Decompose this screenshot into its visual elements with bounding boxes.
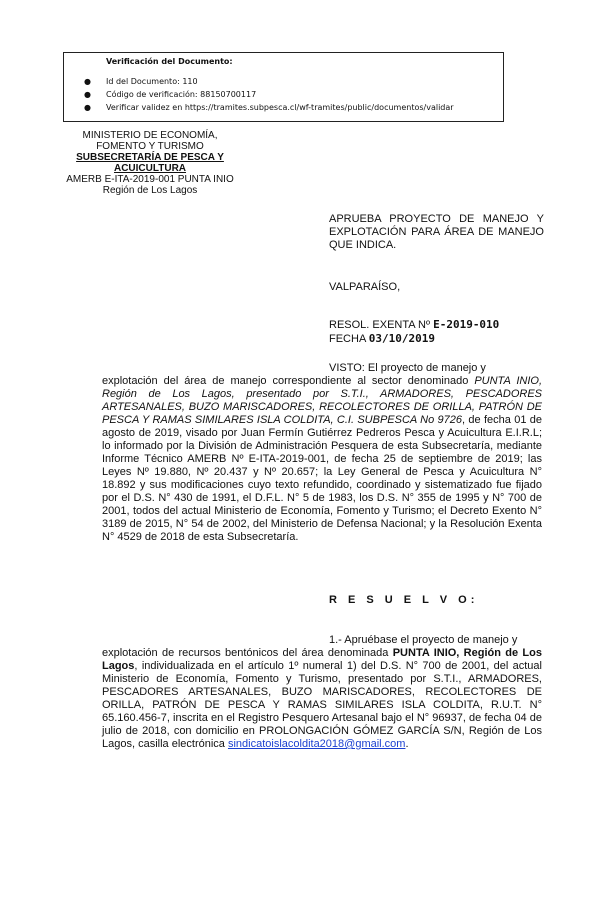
article-1-paragraph: 1.- Apruébase el proyecto de manejo y explotación de recursos bentónicos del área denominada PUNTA INIO, Región de Los Lagos, individualizada en el artículo 1º numeral 1) del D.S. N° 700 de 2001, del actual Ministerio de Economía, Fomento y Turismo, presentado por S.T.I., ARMADORES, PESCADORES ARTESANALES, BUZO MARISCADORES, RECOLECTORES DE ORILLA, PATRÓN DE PESCA Y RAMAS SIMILARES ISLA COLDITA, R.U.T. N° 65.160.456-7, inscrita en el Registro Pesquero Artesanal bajo el N° 96937, de fecha 04 de julio de 2018, con domicilio en PROLONGACIÓN GÓMEZ GARCÍA S/N, Región de Los Lagos, casilla electrónica sindicatoislacoldita2018@gmail.com. xyxy=(102,634,542,750)
visto-paragraph: VISTO: El proyecto de manejo y explotación del área de manejo correspondiente al sector denominado PUNTA INIO, Región de Los Lagos, presentado por S.T.I., ARMADORES, PESCADORES ARTESANALES, BUZO MARISCADORES, RECOLECTORES DE ORILLA, PATRÓN DE PESCA Y RAMAS SIMILARES ISLA COLDITA, C.I. SUBPESCA No 9726, de fecha 01 de agosto de 2019, visado por Juan Fermín Gutiérrez Pedreros Pesca y Acuicultura E.I.R.L; lo informado por la División de Administración Pesquera de esta Subsecretaría, mediante Informe Técnico AMERB Nº E-ITA-2019-001, de fecha 25 de septiembre de 2019; las Leyes Nº 19.880, Nº 20.437 y Nº 20.657; la Ley General de Pesca y Acuicultura N° 18.892 y sus modificaciones cuyo texto refundido, coordinado y sistematizado fue fijado por el D.S. N° 430 de 1991, el D.F.L. N° 5 de 1983, los D.S. N° 355 de 1995 y N° 700 de 2001, todos del actual Ministerio de Economía, Fomento y Turismo; el Decreto Exento N° 3189 de 2015, N° 54 de 2002, del Ministerio de Defensa Nacional; y la Resolución Exenta N° 4529 de 2018 de esta Subsecretaría. xyxy=(102,362,543,543)
city-label: VALPARAÍSO, xyxy=(329,281,401,293)
resolution-date: 03/10/2019 xyxy=(368,332,435,345)
list-item[interactable]: ● Verificar validez en https://tramites.subpesca.cl/wf-tramites/public/documentos/validar xyxy=(84,103,454,112)
article-lead: 1.- Apruébase el proyecto de manejo y xyxy=(329,634,518,646)
subsecretaria-line: ACUICULTURA xyxy=(113,163,187,174)
resolution-label: RESOL. EXENTA Nº xyxy=(329,319,431,331)
verification-box xyxy=(63,52,504,122)
bullet-icon: ● xyxy=(84,103,91,112)
visto-lead: VISTO: El proyecto de manejo y xyxy=(329,362,486,374)
area-name: PUNTA INIO, Región de Los Lagos xyxy=(102,647,542,672)
verification-list xyxy=(82,75,454,114)
email-link[interactable]: sindicatoislacoldita2018@gmail.com xyxy=(227,738,406,750)
verification-title: Verificación del Documento: xyxy=(106,57,233,66)
resolution-subject: APRUEBA PROYECTO DE MANEJO Y EXPLOTACIÓN PARA ÁREA DE MANEJO QUE INDICA. xyxy=(329,213,544,251)
bullet-icon: ● xyxy=(84,90,91,99)
applicant-name: PUNTA INIO, Región de Los Lagos, presentado por S.T.I., ARMADORES, PESCADORES ARTESANALES, BUZO MARISCADORES, RECOLECTORES DE ORILLA, PATRÓN DE PESCA Y RAMAS SIMILARES ISLA COLDITA, C.I. SUBPESCA No 9726 xyxy=(102,375,543,426)
list-item: ● Id del Documento: 110 xyxy=(84,77,198,86)
resuelvo-heading: R E S U E L V O: xyxy=(329,594,479,606)
ministry-line: MINISTERIO DE ECONOMÍA, xyxy=(82,130,218,141)
ministry-header xyxy=(40,130,260,196)
resolution-info xyxy=(329,318,499,346)
bullet-icon: ● xyxy=(84,77,91,86)
date-label: FECHA xyxy=(329,333,366,345)
ministry-line: FOMENTO Y TURISMO xyxy=(96,141,204,152)
resolution-number: E-2019-010 xyxy=(433,318,500,331)
list-item: ● Código de verificación: 88150700117 xyxy=(84,90,257,99)
subsecretaria-line: SUBSECRETARÍA DE PESCA Y xyxy=(76,152,224,163)
region-label: Región de Los Lagos xyxy=(102,185,198,196)
reference-code: AMERB E-ITA-2019-001 PUNTA INIO xyxy=(66,174,234,185)
